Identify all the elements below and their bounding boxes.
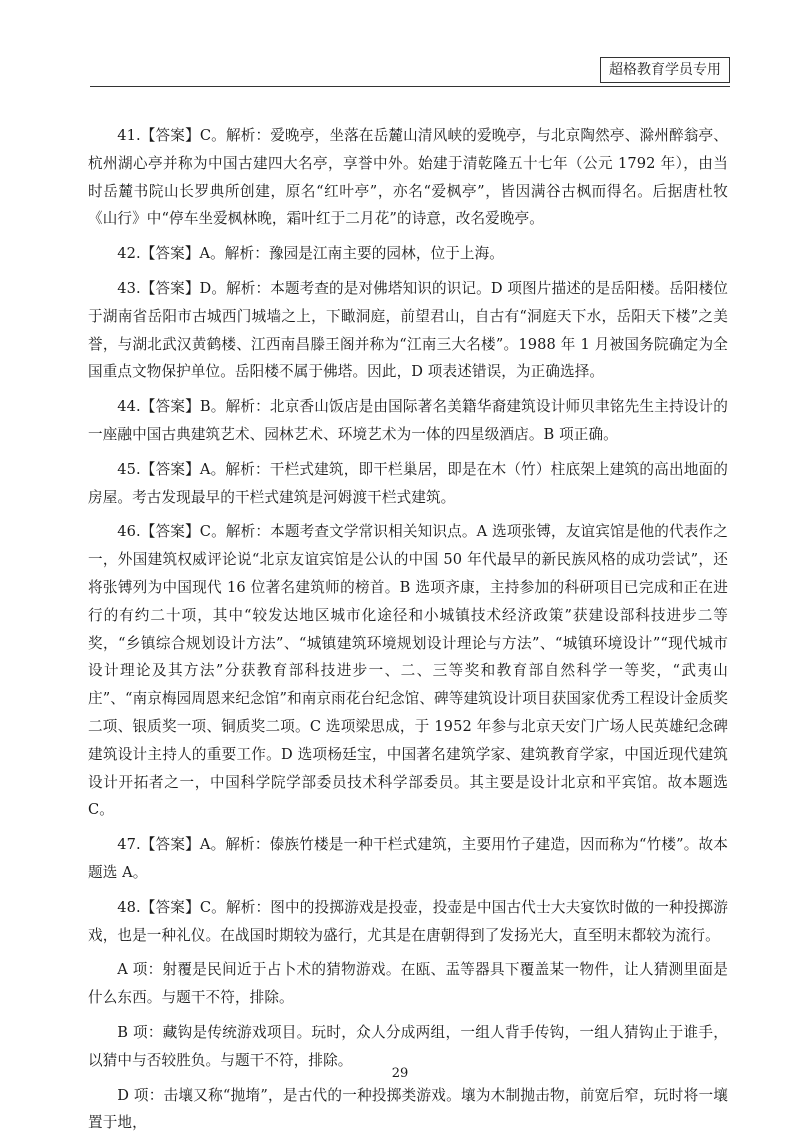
answer-47: 47.【答案】A。解析：傣族竹楼是一种干栏式建筑，主要用竹子建造，因而称为“竹楼”。故本题选 A。 bbox=[88, 836, 728, 881]
answer-42: 42.【答案】A。解析：豫园是江南主要的园林，位于上海。 bbox=[117, 245, 504, 263]
answer-43: 43.【答案】D。解析：本题考查的是对佛塔知识的识记。D 项图片描述的是岳阳楼。岳阳楼位于湖南省岳阳市古城西门城墙之上，下瞰洞庭，前望君山，自古有“洞庭天下水，岳阳天下楼”之美誉，与湖北武汉黄鹤楼、江西南昌滕王阁并称为“江南三大名楼”。1988 年 1 月被国务院确定为全国重点文物保护单位。岳阳楼不属于佛塔。因此，D 项表述错误，为正确选择。 bbox=[88, 279, 728, 381]
header-rule bbox=[90, 86, 730, 87]
answer-41: 41.【答案】C。解析：爱晚亭，坐落在岳麓山清风峡的爱晚亭，与北京陶然亭、滁州醉翁亭、杭州湖心亭并称为中国古建四大名亭，享誉中外。始建于清乾隆五十七年（公元 1792 年），由当时岳麓书院山长罗典所创建，原名“红叶亭”，亦名“爱枫亭”，皆因满谷古枫而得名。后据唐杜牧《山行》中“停车坐爱枫林晚，霜叶红于二月花”的诗意，改名爱晚亭。 bbox=[88, 127, 728, 228]
header-label: 超格教育学员专用 bbox=[600, 57, 730, 83]
answer-46: 46.【答案】C。解析：本题考查文学常识相关知识点。A 选项张镈，友谊宾馆是他的代表作之一，外国建筑权威评论说“北京友谊宾馆是公认的中国 50 年代最早的新民族风格的成功尝试”，还将张镈列为中国现代 16 位著名建筑师的榜首。B 选项齐康，主持参加的科研项目已完成和正在进行的有约二十项，其中“较发达地区城市化途径和小城镇技术经济政策”获建设部科技进步二等奖，“乡镇综合规划设计方法”、“城镇建筑环境规划设计理论与方法”、“城镇环境设计”“现代城市设计理论及其方法”分获教育部科技进步一、二、三等奖和教育部自然科学一等奖，“武夷山庄”、“南京梅园周恩来纪念馆”和南京雨花台纪念馆、碑等建筑设计项目获国家优秀工程设计金质奖二项、银质奖一项、铜质奖二项。C 选项梁思成，于 1952 年参与北京天安门广场人民英雄纪念碑建筑设计主持人的重要工作。D 选项杨廷宝，中国著名建筑学家、建筑教育学家，中国近现代建筑设计开拓者之一，中国科学院学部委员技术科学部委员。其主要是设计北京和平宾馆。故本题选 C。 bbox=[88, 523, 728, 819]
document-body bbox=[88, 122, 728, 1144]
option-d-note: D 项：击壤又称“抛堶”，是古代的一种投掷类游戏。壤为木制抛击物，前宽后窄，玩时将一壤置于地， bbox=[88, 1086, 728, 1132]
answer-44: 44.【答案】B。解析：北京香山饭店是由国际著名美籍华裔建筑设计师贝聿铭先生主持设计的一座融中国古典建筑艺术、园林艺术、环境艺术为一体的四星级酒店。B 项正确。 bbox=[88, 398, 728, 443]
option-b-note: B 项：藏钩是传统游戏项目。玩时，众人分成两组，一组人背手传钩，一组人猜钩止于谁手，以猜中与否较胜负。与题干不符，排除。 bbox=[88, 1023, 728, 1069]
page-number: 29 bbox=[391, 1066, 409, 1081]
option-a-note: A 项：射覆是民间近于占卜术的猜物游戏。在瓯、盂等器具下覆盖某一物件，让人猜测里面是什么东西。与题干不符，排除。 bbox=[88, 961, 728, 1007]
answer-45: 45.【答案】A。解析：干栏式建筑，即干栏巢居，即是在木（竹）柱底架上建筑的高出地面的房屋。考古发现最早的干栏式建筑是河姆渡干栏式建筑。 bbox=[88, 460, 728, 506]
answer-48: 48.【答案】C。解析：图中的投掷游戏是投壶，投壶是中国古代士大夫宴饮时做的一种投掷游戏，也是一种礼仪。在战国时期较为盛行，尤其是在唐朝得到了发扬光大，直至明末都较为流行。 bbox=[88, 898, 728, 944]
